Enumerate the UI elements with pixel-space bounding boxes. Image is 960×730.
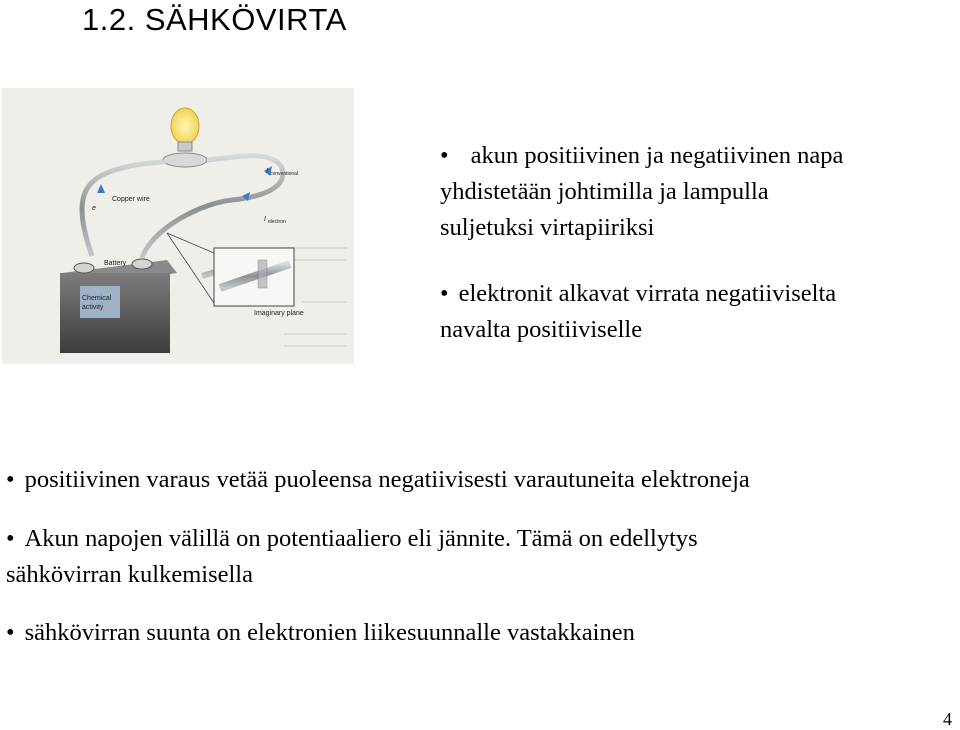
i-electron-label: I <box>264 216 266 223</box>
battery-label: Battery <box>104 260 127 267</box>
i-electron-subscript: electron <box>268 219 286 225</box>
circuit-illustration <box>2 88 354 364</box>
bullet-marker: • <box>440 280 449 307</box>
bullet-marker: • <box>6 619 15 646</box>
imaginary-plane-label: Imaginary plane <box>254 310 304 317</box>
bullet-text: sähkövirran suunta on elektronien liikesuunnalle vastakkainen <box>24 619 635 646</box>
electron-symbol: e <box>92 205 96 212</box>
copper-wire-label: Copper wire <box>112 196 150 203</box>
bullet-text: suljetuksi virtapiiriksi <box>440 214 655 241</box>
bullet-marker: • <box>440 142 449 169</box>
bullet-potential-difference <box>6 521 698 593</box>
bullet-text: elektronit alkavat virrata negatiiviselta <box>458 280 837 307</box>
bullet-electron-flow <box>440 276 836 348</box>
bullet-text: positiivinen varaus vetää puoleensa negatiivisesti varautuneita elektroneja <box>24 466 750 493</box>
bullet-text: akun positiivinen ja negatiivinen napa <box>470 142 844 169</box>
bullet-text: sähkövirran kulkemisella <box>6 561 253 588</box>
chemical-activity-label-2: activity <box>82 304 104 311</box>
bullet-text: navalta positiiviselle <box>440 316 643 343</box>
battery <box>60 259 177 353</box>
bullet-closed-circuit <box>440 138 843 246</box>
i-conventional-subscript: conventional <box>270 171 299 177</box>
bullet-current-direction <box>6 615 635 651</box>
chemical-activity-label-1: Chemical <box>82 295 112 302</box>
bullet-positive-charge <box>6 462 750 498</box>
i-conventional-label: I <box>266 168 268 175</box>
bullet-text: yhdistetään johtimilla ja lampulla <box>440 178 769 205</box>
bullet-marker: • <box>6 466 15 493</box>
bullet-text: Akun napojen välillä on potentiaaliero eli jännite. Tämä on edellytys <box>24 525 698 552</box>
bullet-marker: • <box>6 525 15 552</box>
slide-title: 1.2. SÄHKÖVIRTA <box>82 2 347 37</box>
page-number: 4 <box>943 709 952 729</box>
